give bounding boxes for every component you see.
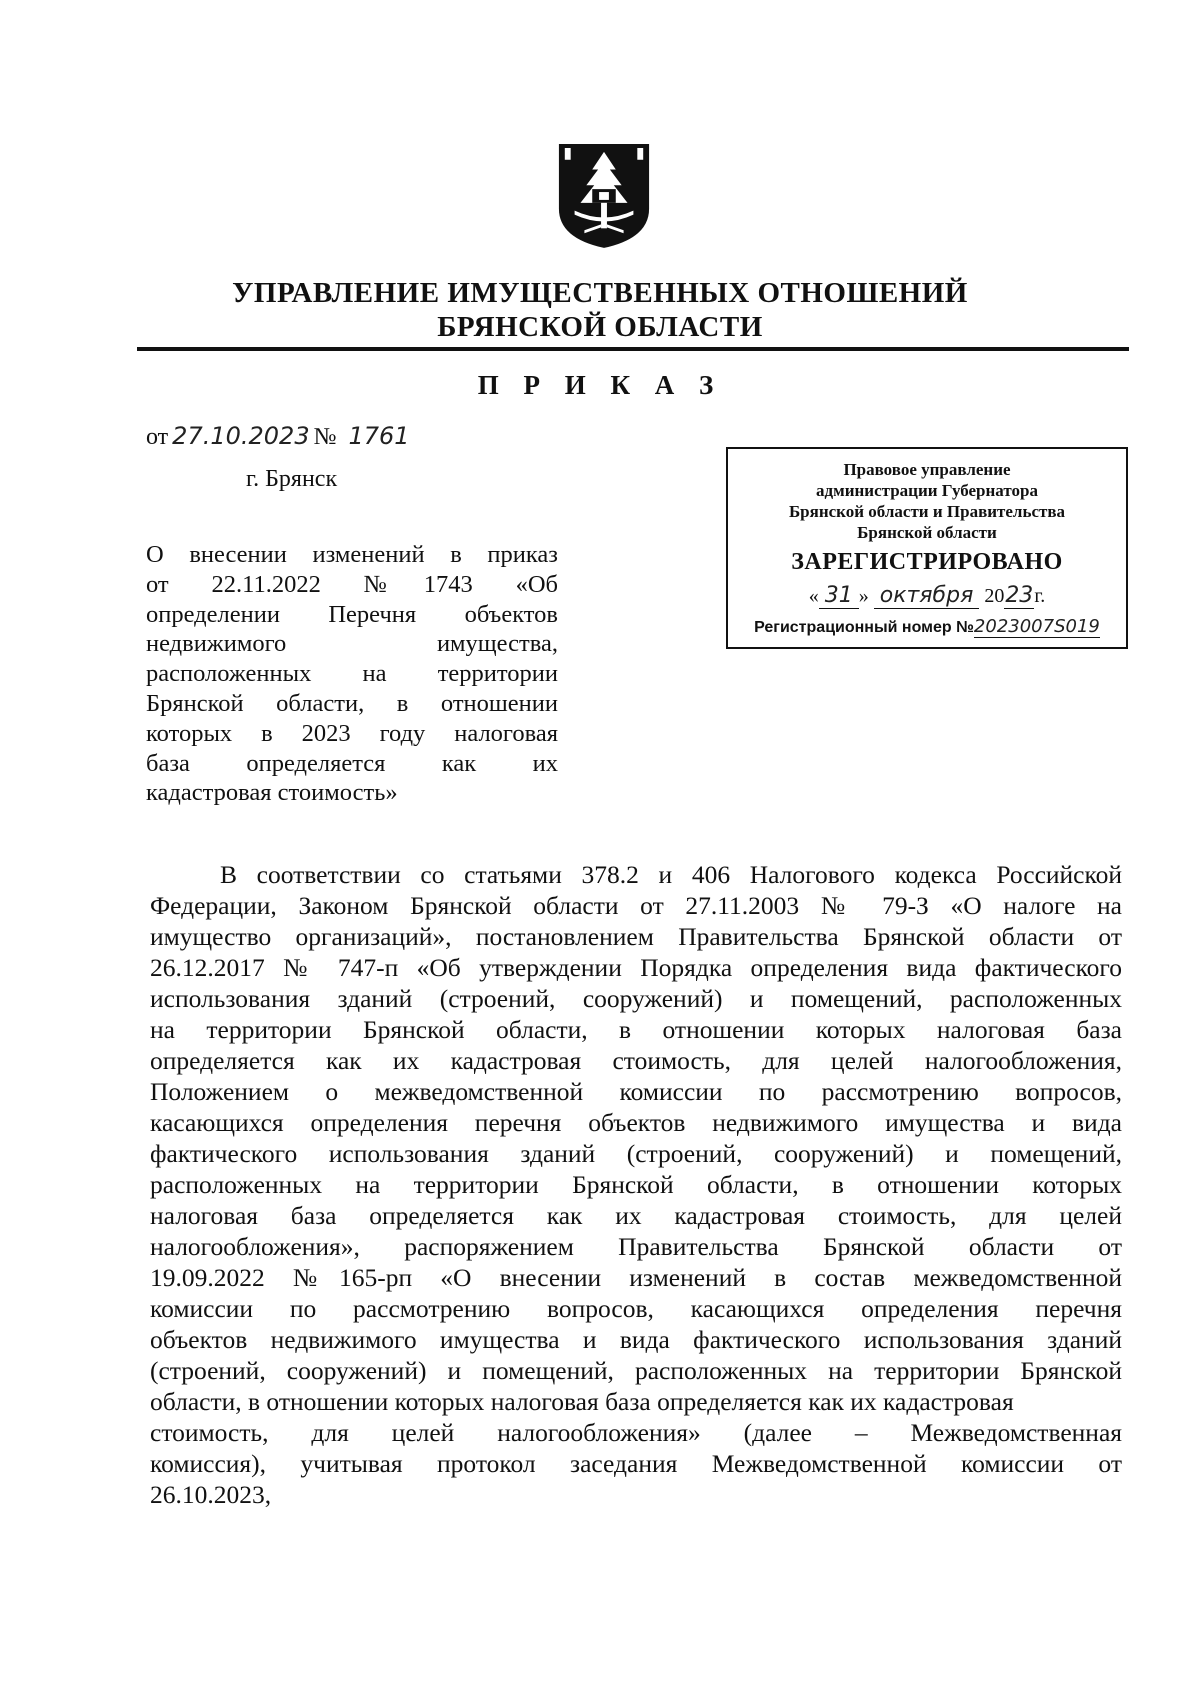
stamp-year-handwritten: 23 (1005, 583, 1034, 608)
body-line-text: стоимость, для целей налогообложения» (далее – Межведомственная (150, 1418, 1122, 1447)
body-line (150, 921, 1122, 952)
body-line (150, 1200, 1122, 1231)
order-date-handwritten: 27.10.2023 (172, 422, 310, 450)
body-line (150, 1262, 1122, 1293)
body-line (150, 1014, 1122, 1045)
order-subject (146, 540, 558, 808)
body-line (150, 1293, 1122, 1324)
body-line (150, 1417, 1122, 1448)
stamp-line-3: Брянской области и Правительства (788, 502, 1066, 521)
body-line (150, 1386, 1122, 1417)
body-line-text: объектов недвижимого имущества и вида фактического использования зданий (150, 1325, 1122, 1354)
body-line-text: 19.09.2022 №165-рп «О внесении изменений в состав межведомственной (150, 1263, 1122, 1292)
subject-line: база определяется как их (146, 749, 558, 777)
subject-line: которых в 2023 году налоговая (146, 719, 558, 747)
body-line-text: фактического использования зданий (строений, сооружений) и помещений, (150, 1139, 1122, 1168)
body-line-text: В соответствии со статьями 378.2 и 406 Налогового кодекса Российской (220, 860, 1122, 889)
stamp-reg-label: Регистрационный номер № (754, 619, 974, 636)
body-line-text: комиссии по рассмотрению вопросов, касающихся определения перечня (150, 1294, 1122, 1323)
body-line (150, 1448, 1122, 1479)
from-label: от (146, 424, 169, 450)
coat-of-arms-emblem (555, 140, 653, 250)
body-line (150, 1045, 1122, 1076)
body-line (150, 1231, 1122, 1262)
body-line-text: налоговая база определяется как их кадастровая стоимость, для целей (150, 1201, 1122, 1230)
order-number-handwritten: 1761 (348, 422, 410, 450)
body-line-text: касающихся определения перечня объектов недвижимого имущества и вида (150, 1108, 1122, 1137)
body-line (150, 859, 1122, 890)
body-line (150, 1076, 1122, 1107)
header-divider (137, 347, 1129, 351)
body-line-text: 26.12.2017 № 747-п «Об утверждении Порядка определения вида фактического (150, 953, 1122, 982)
body-line-text: Положением о межведомственной комиссии по рассмотрению вопросов, (150, 1077, 1122, 1106)
body-line (150, 1479, 1122, 1510)
body-line (150, 952, 1122, 983)
body-line-text: области, в отношении которых налоговая база определяется как их кадастровая (150, 1387, 1014, 1416)
body-line (150, 983, 1122, 1014)
subject-line: О внесении изменений в приказ (146, 541, 558, 568)
stamp-year-unit: г. (1034, 585, 1046, 607)
body-line (150, 890, 1122, 921)
stamp-day-handwritten: 31 (819, 583, 859, 609)
coat-of-arms-icon (555, 140, 653, 250)
order-city: г. Брянск (246, 466, 338, 492)
order-body (150, 859, 1122, 1510)
document-type-title: П Р И К А З (477, 370, 723, 400)
subject-line: кадастровая стоимость» (146, 779, 398, 807)
body-line-text: налогообложения», распоряжением Правительства Брянской области от (150, 1232, 1122, 1261)
order-date-number (146, 422, 410, 451)
body-line-text: определяется как их кадастровая стоимость, для целей налогообложения, (150, 1046, 1122, 1075)
number-label: № (313, 424, 337, 450)
body-line-text: на территории Брянской области, в отношении которых налоговая база (150, 1015, 1122, 1044)
subject-line: недвижимого имущества, (146, 630, 558, 658)
body-line (150, 1169, 1122, 1200)
organization-name (130, 276, 1070, 344)
stamp-line-1: Правовое управление (843, 460, 1011, 479)
organization-name-line-1: УПРАВЛЕНИЕ ИМУЩЕСТВЕННЫХ ОТНОШЕНИЙ (232, 277, 968, 309)
body-line-text: (строений, сооружений) и помещений, расположенных на территории Брянской (150, 1356, 1122, 1385)
stamp-reg-number (728, 616, 1126, 637)
stamp-registered: ЗАРЕГИСТРИРОВАНО (791, 549, 1063, 575)
body-line-text: имущество организаций», постановлением Правительства Брянской области от (150, 922, 1122, 951)
stamp-line-2: администрации Губернатора (816, 481, 1038, 500)
stamp-line-4: Брянской области (857, 523, 997, 542)
stamp-reg-number-handwritten: 2023007S019 (973, 616, 1100, 637)
stamp-month-handwritten: октября (874, 583, 980, 609)
registration-stamp (726, 447, 1128, 649)
body-line (150, 1138, 1122, 1169)
subject-line: Брянской области, в отношении (146, 689, 558, 717)
body-line-text: расположенных на территории Брянской области, в отношении которых (150, 1170, 1122, 1199)
subject-line: определении Перечня объектов (146, 600, 558, 628)
stamp-date: « 31 » октября 2023г. (808, 583, 1046, 608)
body-line-text: 26.10.2023, (150, 1480, 272, 1509)
stamp-year-prefix: 20 (984, 585, 1005, 607)
body-line-text: комиссия), учитывая протокол заседания Межведомственной комиссии от (150, 1449, 1122, 1478)
body-line-text: использования зданий (строений, сооружений) и помещений, расположенных (150, 984, 1122, 1013)
subject-line: от 22.11.2022 №1743 «Об (146, 570, 558, 598)
body-line-text: Федерации, Законом Брянской области от 27.11.2003 № 79-З «О налоге на (150, 891, 1122, 920)
organization-name-line-2: БРЯНСКОЙ ОБЛАСТИ (437, 311, 763, 343)
body-line (150, 1355, 1122, 1386)
body-line (150, 1107, 1122, 1138)
body-line (150, 1324, 1122, 1355)
subject-line: расположенных на территории (146, 660, 558, 688)
